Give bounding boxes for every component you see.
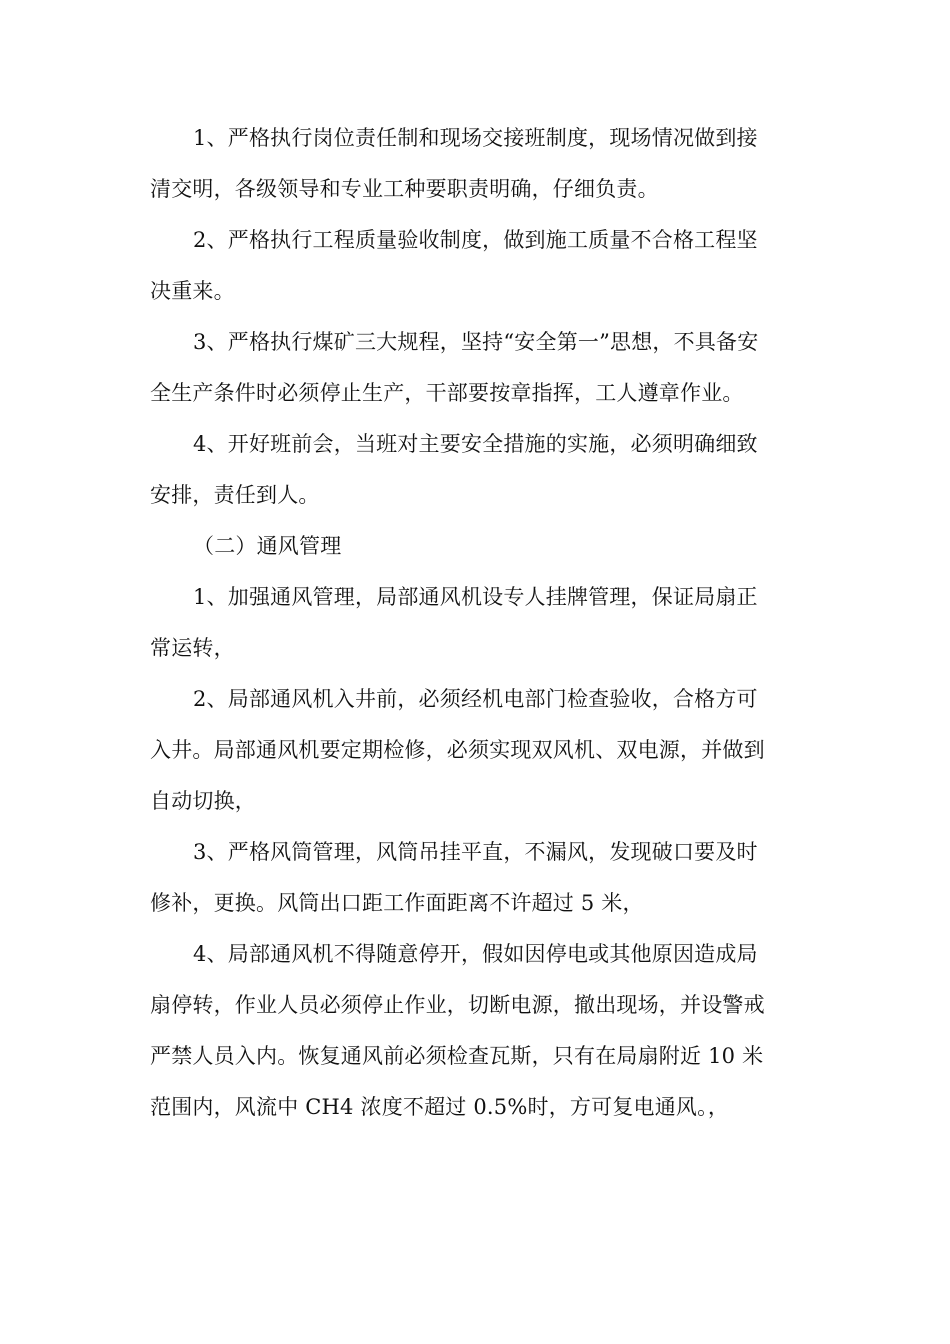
ventilation-item-1-line-1: 1、加强通风管理，局部通风机设专人挂牌管理，保证局扇正 [193, 585, 758, 609]
ventilation-item-1-line-2: 常运转， [150, 636, 235, 660]
paragraph-1-line-1: 1、严格执行岗位责任制和现场交接班制度，现场情况做到接 [193, 126, 758, 150]
ventilation-item-4-line-1: 4、局部通风机不得随意停开，假如因停电或其他原因造成局 [193, 942, 758, 966]
paragraph-2-line-1: 2、严格执行工程质量验收制度，做到施工质量不合格工程坚 [193, 228, 758, 252]
paragraph-4-line-1: 4、开好班前会，当班对主要安全措施的实施，必须明确细致 [193, 432, 758, 456]
ventilation-item-2-line-1: 2、局部通风机入井前，必须经机电部门检查验收，合格方可 [193, 687, 758, 711]
ventilation-item-3-line-2: 修补，更换。风筒出口距工作面距离不许超过 5 米， [150, 891, 644, 915]
paragraph-4-line-2: 安排，责任到人。 [150, 483, 320, 507]
paragraph-3-line-2: 全生产条件时必须停止生产，干部要按章指挥，工人遵章作业。 [150, 381, 744, 405]
ventilation-item-4-line-4: 范围内，风流中 CH4 浓度不超过 0.5%时，方可复电通风。， [150, 1095, 730, 1119]
ventilation-item-4-line-3: 严禁人员入内。恢复通风前必须检查瓦斯，只有在局扇附近 10 米 [150, 1044, 764, 1068]
ventilation-item-3-line-1: 3、严格风筒管理，风筒吊挂平直，不漏风，发现破口要及时 [193, 840, 758, 864]
paragraph-1-line-2: 清交明，各级领导和专业工种要职责明确，仔细负责。 [150, 177, 659, 201]
ventilation-item-4-line-2: 扇停转，作业人员必须停止作业，切断电源，撤出现场，并设警戒 [150, 993, 765, 1017]
paragraph-2-line-2: 决重来。 [150, 279, 235, 303]
section-heading-ventilation: （二）通风管理 [193, 534, 342, 558]
paragraph-3-line-1: 3、严格执行煤矿三大规程，坚持“安全第一”思想，不具备安 [193, 330, 759, 354]
ventilation-item-2-line-3: 自动切换， [150, 789, 256, 813]
ventilation-item-2-line-2: 入井。局部通风机要定期检修，必须实现双风机、双电源，并做到 [150, 738, 765, 762]
